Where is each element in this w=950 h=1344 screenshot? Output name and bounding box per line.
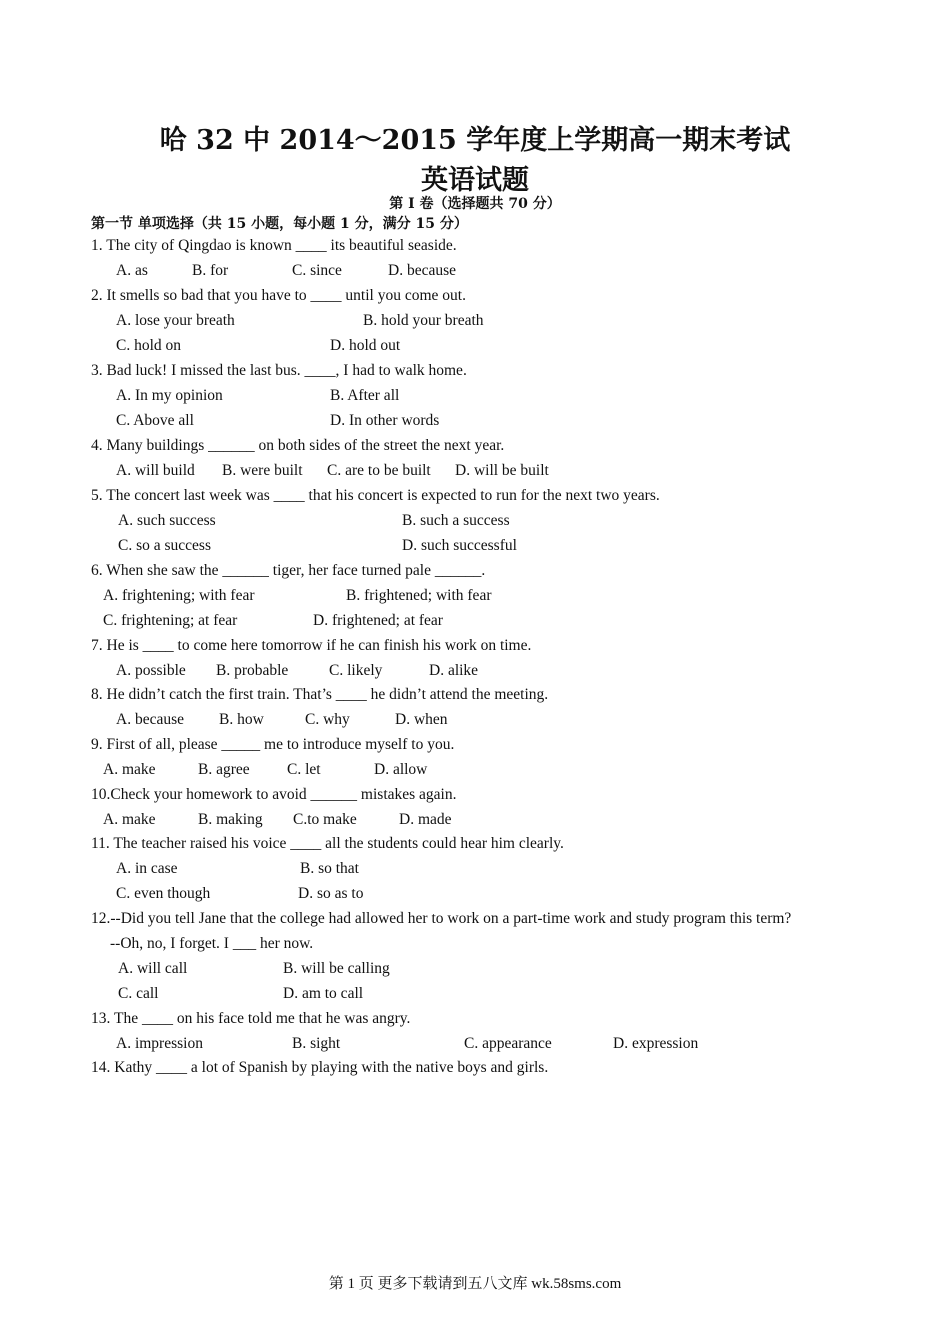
question-9-option-d: D. allow [374, 761, 428, 778]
question-12-stem: 12.--Did you tell Jane that the college had allowed her to work on a part-time work and study program this term? [91, 910, 792, 927]
question-11-stem: 11. The teacher raised his voice ____ all the students could hear him clearly. [91, 835, 564, 852]
question-10-stem: 10.Check your homework to avoid ______ mistakes again. [91, 786, 457, 803]
question-1-option-c: C. since [292, 262, 342, 279]
question-1-stem: 1. The city of Qingdao is known ____ its beautiful seaside. [91, 237, 457, 254]
question-4-option-d: D. will be built [455, 462, 549, 479]
question-3-stem: 3. Bad luck! I missed the last bus. ____, I had to walk home. [91, 362, 467, 379]
question-11-option-d: D. so as to [298, 885, 364, 902]
question-3-option-d: D. In other words [330, 412, 440, 429]
question-5-option-b: B. such a success [402, 512, 510, 529]
question-8-option-d: D. when [395, 711, 448, 728]
question-5-option-a: A. such success [118, 512, 216, 529]
question-12-option-b: B. will be calling [283, 960, 390, 977]
question-13-stem: 13. The ____ on his face told me that he was angry. [91, 1010, 411, 1027]
question-1-option-a: A. as [116, 262, 148, 279]
question-2-option-c: C. hold on [116, 337, 182, 354]
exam-title: 哈 32 中 2014～2015 学年度上学期高一期末考试 [159, 125, 791, 156]
question-11-option-b: B. so that [300, 860, 359, 877]
question-2-option-a: A. lose your breath [116, 312, 235, 329]
question-7-option-a: A. possible [116, 662, 186, 679]
question-5-option-d: D. such successful [402, 537, 517, 554]
question-11-option-c: C. even though [116, 885, 211, 902]
paper-part-heading: 第 I 卷（选择题共 70 分） [389, 196, 561, 212]
question-10-option-b: B. making [198, 811, 263, 828]
question-8-option-c: C. why [305, 711, 350, 728]
question-14-stem: 14. Kathy ____ a lot of Spanish by playing with the native boys and girls. [91, 1059, 549, 1076]
question-1-option-b: B. for [192, 262, 229, 279]
question-7-option-b: B. probable [216, 662, 289, 679]
question-6-option-b: B. frightened; with fear [346, 587, 492, 604]
question-6-option-a: A. frightening; with fear [103, 587, 255, 604]
question-10-option-c: C.to make [293, 811, 357, 828]
question-12-option-d: D. am to call [283, 985, 364, 1002]
question-4-option-b: B. were built [222, 462, 303, 479]
question-2-option-d: D. hold out [330, 337, 401, 354]
question-7-option-d: D. alike [429, 662, 479, 679]
question-13-option-d: D. expression [613, 1035, 699, 1052]
question-2-option-b: B. hold your breath [363, 312, 484, 329]
question-7-option-c: C. likely [329, 662, 383, 679]
question-8-option-b: B. how [219, 711, 264, 728]
question-8-stem: 8. He didn’t catch the first train. That’s ____ he didn’t attend the meeting. [91, 686, 549, 703]
question-13-option-a: A. impression [116, 1035, 203, 1052]
question-12-stem-reply: --Oh, no, I forget. I ___ her now. [110, 935, 314, 952]
question-12-option-a: A. will call [118, 960, 188, 977]
question-5-option-c: C. so a success [118, 537, 211, 554]
question-1-option-d: D. because [388, 262, 456, 279]
question-4-option-c: C. are to be built [327, 462, 431, 479]
question-6-option-c: C. frightening; at fear [103, 612, 238, 629]
page-footer: 第 1 页 更多下载请到五八文库 wk.58sms.com [328, 1276, 622, 1292]
exam-subtitle: 英语试题 [421, 165, 529, 196]
question-13-option-c: C. appearance [464, 1035, 552, 1052]
question-11-option-a: A. in case [116, 860, 178, 877]
question-3-option-a: A. In my opinion [116, 387, 223, 404]
question-7-stem: 7. He is ____ to come here tomorrow if he can finish his work on time. [91, 637, 532, 654]
question-3-option-c: C. Above all [116, 412, 194, 429]
question-2-stem: 2. It smells so bad that you have to ____ until you come out. [91, 287, 466, 304]
question-9-option-b: B. agree [198, 761, 250, 778]
question-10-option-a: A. make [103, 811, 156, 828]
question-4-stem: 4. Many buildings ______ on both sides of the street the next year. [91, 437, 505, 454]
question-5-stem: 5. The concert last week was ____ that his concert is expected to run for the next two years. [91, 487, 660, 504]
question-9-option-c: C. let [287, 761, 321, 778]
question-6-option-d: D. frightened; at fear [313, 612, 443, 629]
question-13-option-b: B. sight [292, 1035, 341, 1052]
question-9-option-a: A. make [103, 761, 156, 778]
question-6-stem: 6. When she saw the ______ tiger, her face turned pale ______. [91, 562, 486, 579]
question-3-option-b: B. After all [330, 387, 400, 404]
question-8-option-a: A. because [116, 711, 184, 728]
question-12-option-c: C. call [118, 985, 159, 1002]
question-9-stem: 9. First of all, please _____ me to introduce myself to you. [91, 736, 455, 753]
question-10-option-d: D. made [399, 811, 452, 828]
section-heading: 第一节 单项选择（共 15 小题，每小题 1 分，满分 15 分） [91, 216, 468, 232]
question-4-option-a: A. will build [116, 462, 195, 479]
